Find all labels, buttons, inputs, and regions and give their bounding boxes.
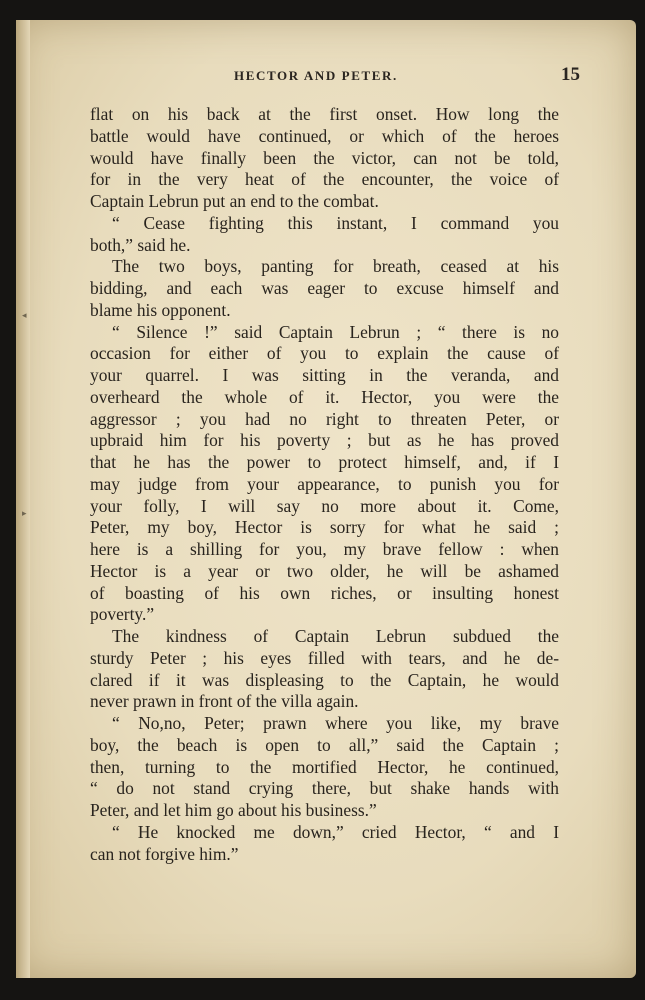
book-page — [16, 20, 636, 978]
text-line: Captain Lebrun put an end to the combat. — [90, 191, 379, 211]
text-line: overheard the whole of it. Hector, you were the — [90, 386, 559, 407]
text-line: “ No,no, Peter; prawn where you like, my brave — [112, 713, 559, 733]
text-line: then, turning to the mortified Hector, he continued, — [90, 756, 559, 777]
text-line: Hector is a year or two older, he will be ashamed — [90, 560, 559, 581]
page-number: 15 — [561, 64, 580, 85]
text-line: battle would have continued, or which of the heroes — [90, 125, 559, 146]
text-line: can not forgive him.” — [90, 843, 239, 864]
text-line: for in the very heat of the encounter, the voice of — [90, 169, 559, 190]
text-line: clared if it was displeasing to the Captain, he would — [90, 669, 559, 690]
text-line: sturdy Peter ; his eyes filled with tears, and he de- — [90, 647, 559, 668]
margin-mark: ◂ — [22, 310, 27, 320]
text-line: aggressor ; you had no right to threaten Peter, or — [90, 408, 559, 429]
text-line: “ Silence !” said Captain Lebrun ; “ there is no — [112, 321, 559, 342]
body-text — [90, 104, 559, 865]
text-line: blame his opponent. — [90, 299, 231, 320]
page-gutter — [16, 20, 30, 978]
text-line: poverty.” — [90, 604, 155, 625]
text-line: upbraid him for his poverty ; but as he has proved — [90, 430, 559, 451]
text-line: that he has the power to protect himself, and, if I — [90, 452, 559, 472]
text-line: Peter, and let him go about his business.” — [90, 800, 377, 820]
text-line: of boasting of his own riches, or insulting honest — [90, 582, 559, 603]
text-line: “ He knocked me down,” cried Hector, “ and I — [112, 821, 559, 842]
text-line: would have finally been the victor, can not be told, — [90, 147, 559, 168]
text-line: Peter, my boy, Hector is sorry for what he said ; — [90, 517, 559, 538]
text-line: The two boys, panting for breath, ceased at his — [112, 256, 559, 277]
text-line: occasion for either of you to explain the cause of — [90, 343, 559, 364]
text-line: both,” said he. — [90, 234, 191, 255]
text-line: your quarrel. I was sitting in the veranda, and — [90, 365, 559, 385]
text-line: bidding, and each was eager to excuse himself and — [90, 278, 559, 298]
text-line: “ Cease fighting this instant, I command you — [112, 212, 559, 233]
text-line: The kindness of Captain Lebrun subdued the — [112, 626, 559, 646]
margin-mark: ▸ — [22, 508, 27, 518]
text-line: your folly, I will say no more about it. Come, — [90, 495, 559, 516]
text-line: flat on his back at the first onset. How long the — [90, 104, 559, 124]
text-line: here is a shilling for you, my brave fellow : when — [90, 539, 559, 559]
text-line: “ do not stand crying there, but shake hands with — [90, 778, 559, 799]
text-line: may judge from your appearance, to punish you for — [90, 473, 559, 494]
page-header — [86, 64, 580, 88]
text-line: boy, the beach is open to all,” said the Captain ; — [90, 734, 559, 755]
running-head: HECTOR AND PETER. — [234, 68, 398, 83]
text-line: never prawn in front of the villa again. — [90, 691, 359, 712]
